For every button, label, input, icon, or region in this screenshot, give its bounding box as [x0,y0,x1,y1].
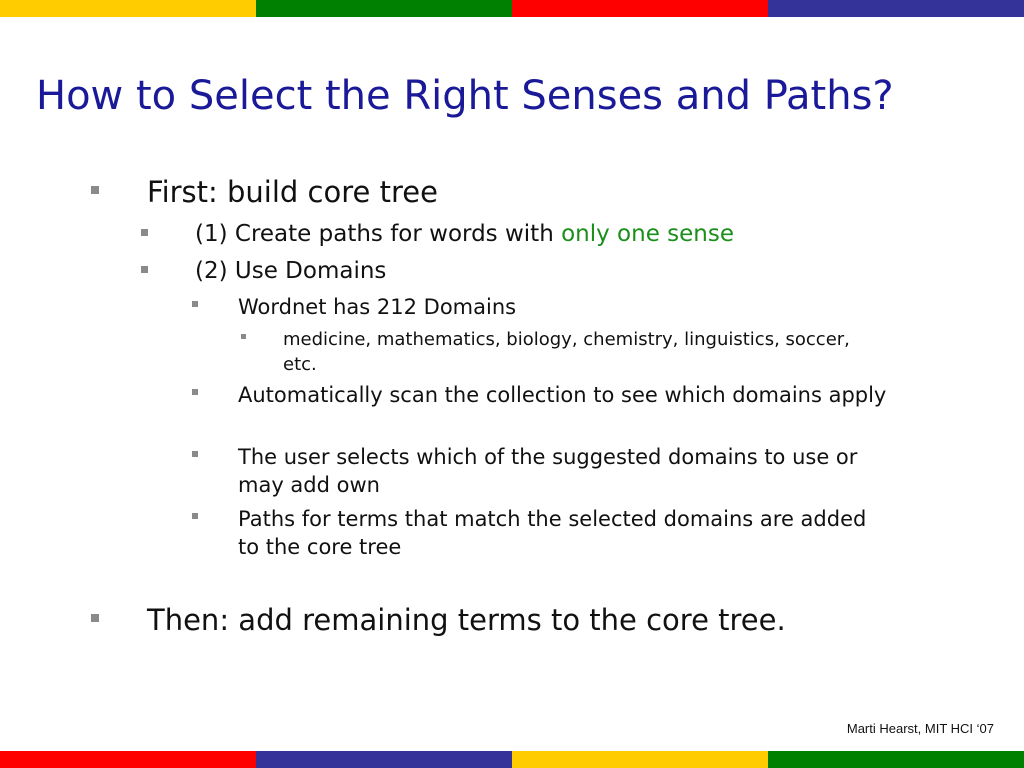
bottom-stripe-green [768,751,1024,768]
bullet-user-selects-text: The user selects which of the suggested domains to use or may add own [238,445,858,497]
top-color-stripe [0,0,1024,17]
bottom-stripe-yellow [512,751,768,768]
bullet-marker [91,186,99,194]
bullet-paths-added-text: Paths for terms that match the selected domains are added to the core tree [238,507,867,559]
bullet-marker [91,614,99,622]
bullet-use-domains [195,257,386,285]
bullet-wordnet [238,293,893,321]
slide-title: How to Select the Right Senses and Paths? [36,73,894,119]
bullet-wordnet-text: Wordnet has 212 Domains [238,295,517,319]
bullet-marker [192,451,198,457]
bullet-domain-examples [283,327,883,377]
bullet-user-selects [238,443,893,499]
top-stripe-green [256,0,512,17]
bullet-marker [241,334,246,339]
bullet-marker [192,389,198,395]
bullet-first [147,175,438,209]
top-stripe-red [512,0,768,17]
bullet-auto-scan-text: Automatically scan the collection to see which domains apply [238,383,887,407]
bullet-use-domains-text: (2) Use Domains [195,258,387,284]
bottom-color-stripe [0,751,1024,768]
bottom-stripe-red [0,751,256,768]
top-stripe-yellow [0,0,256,17]
bullet-marker [141,229,148,236]
top-stripe-blue [768,0,1024,17]
bullet-marker [141,266,148,273]
bullet-then [147,603,786,637]
bullet-marker [192,513,198,519]
bottom-stripe-blue [256,751,512,768]
bullet-create-paths-text: (1) Create paths for words with [195,221,562,247]
bullet-auto-scan [238,381,893,409]
bullet-create-paths [195,220,734,248]
bullet-paths-added [238,505,893,561]
bullet-first-text: First: build core tree [147,175,438,209]
bullet-then-text: Then: add remaining terms to the core tree. [147,603,786,637]
highlight-only-one-sense: only one sense [561,221,735,247]
bullet-marker [192,301,198,307]
bullet-domain-examples-text: medicine, mathematics, biology, chemistry, linguistics, soccer, etc. [283,329,850,375]
footer-credit: Marti Hearst, MIT HCI ‘07 [846,721,994,736]
